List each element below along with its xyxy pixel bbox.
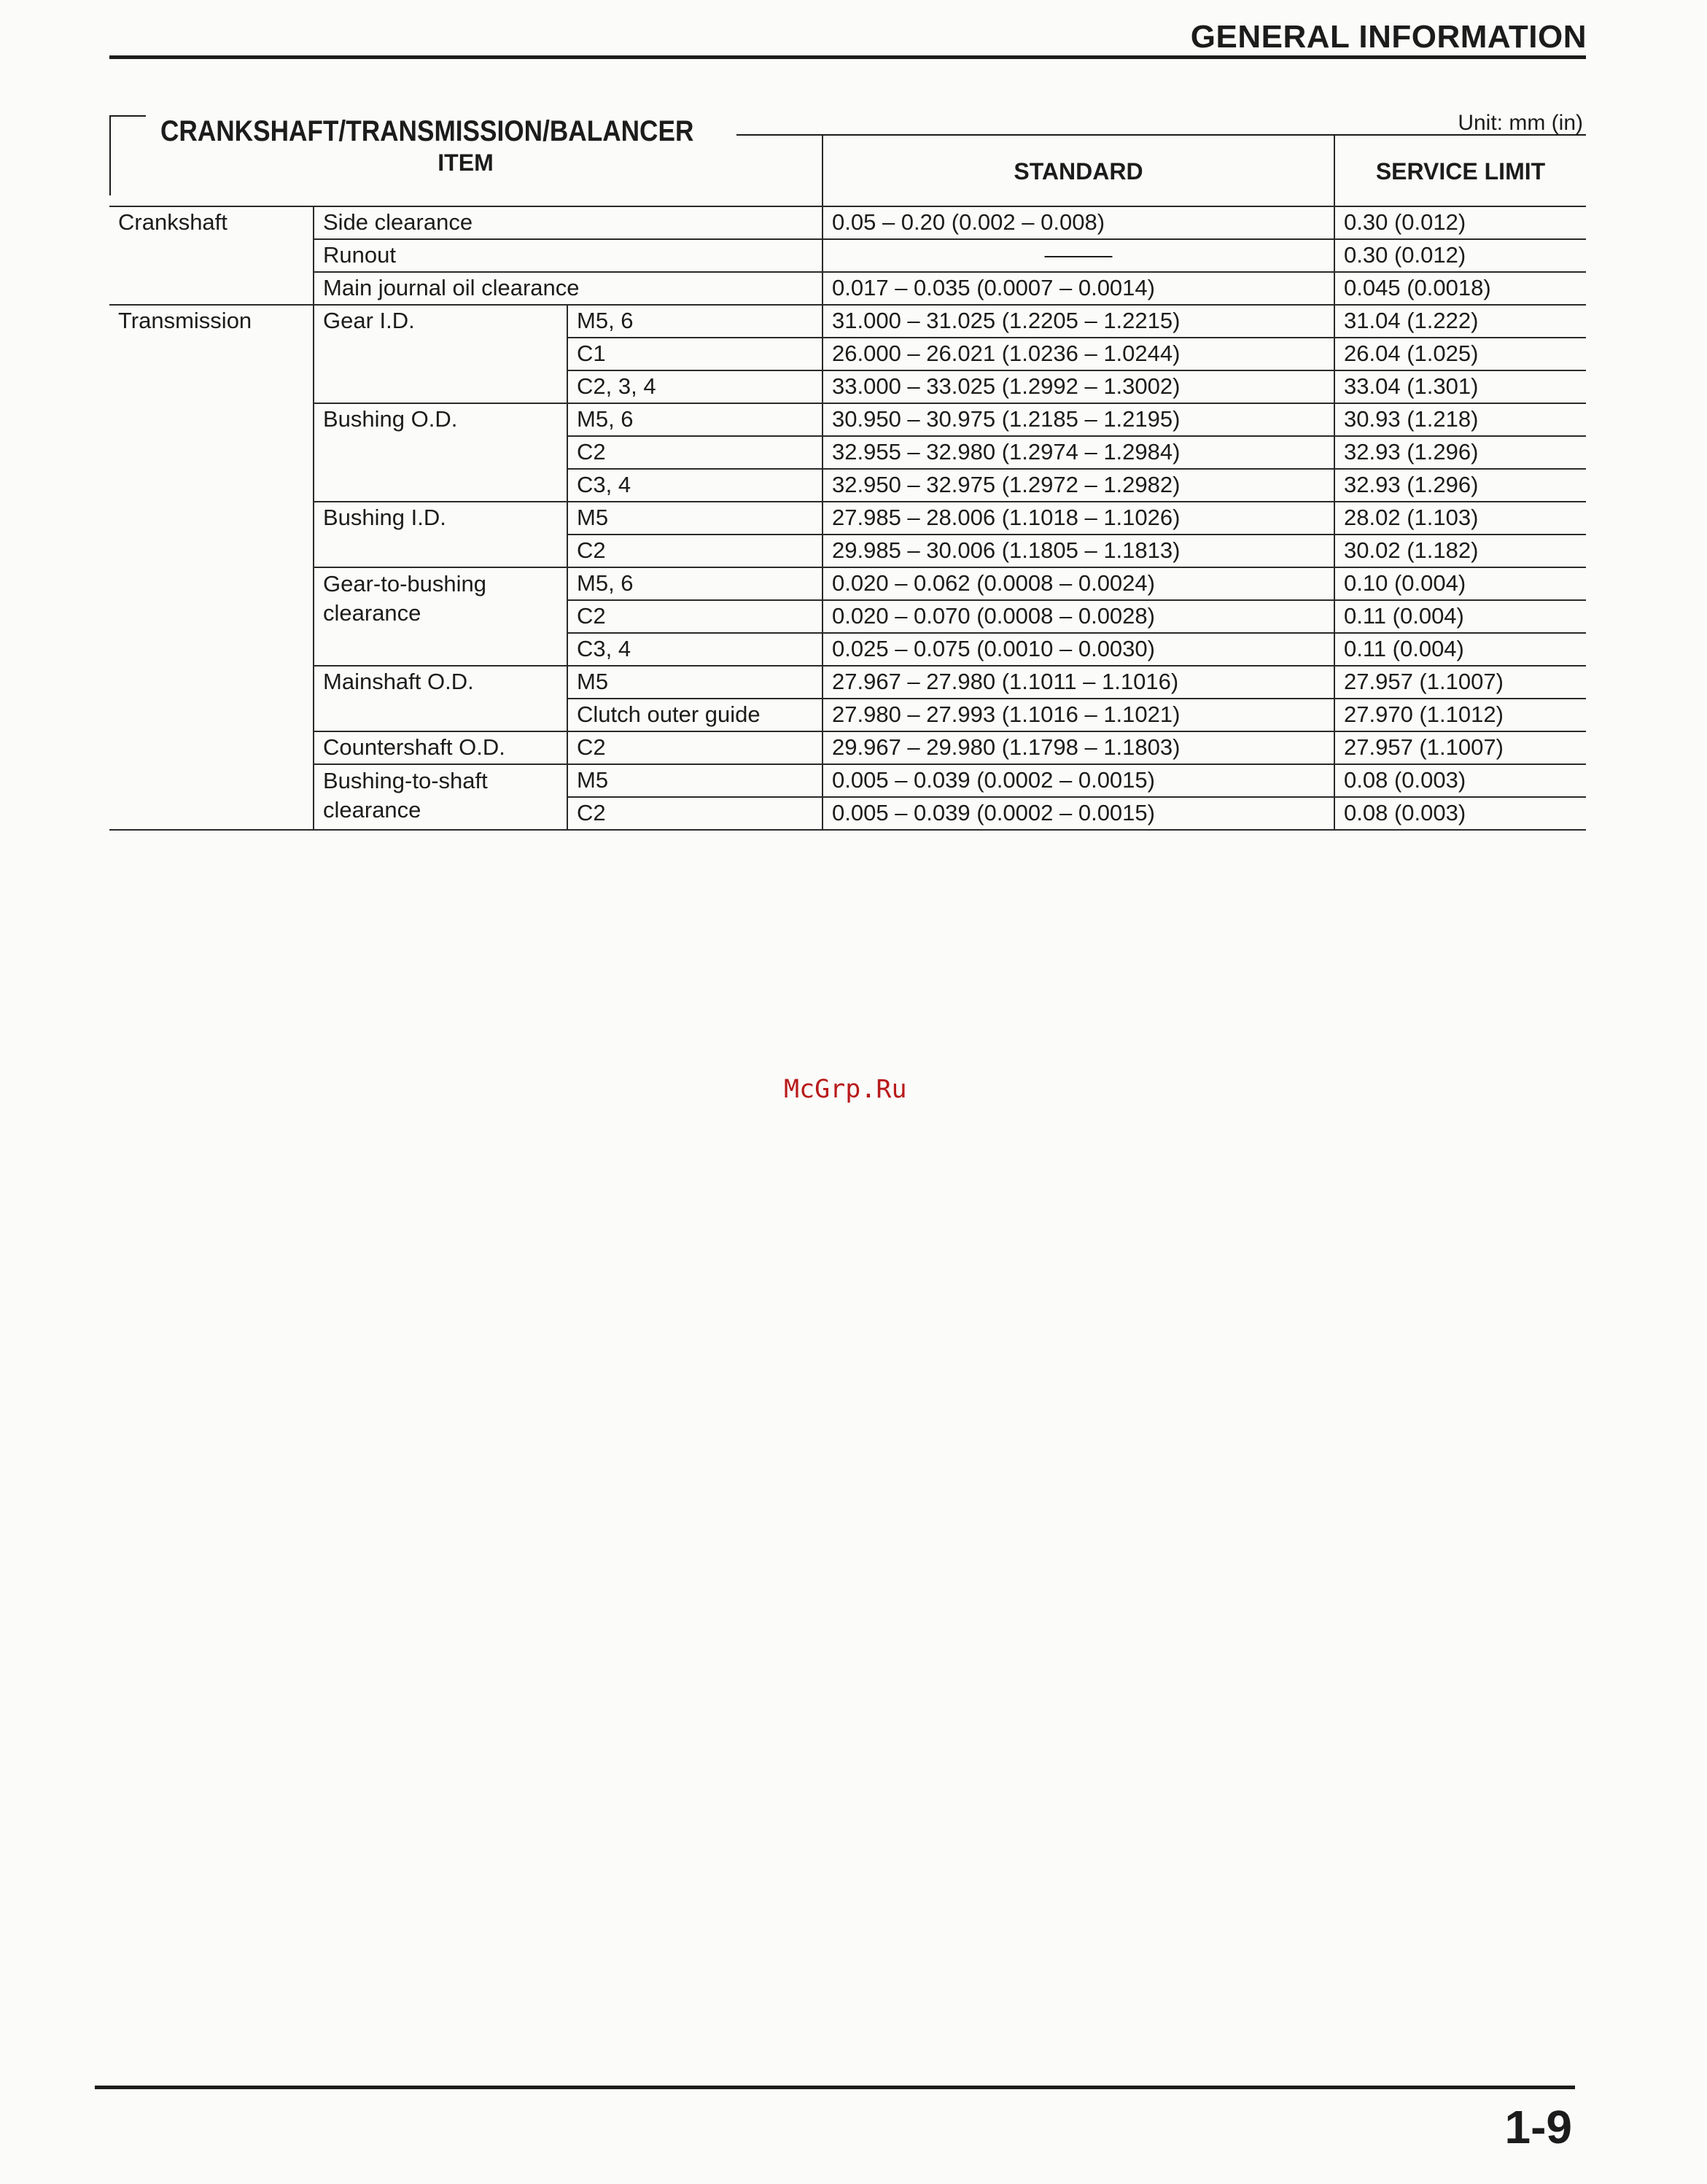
table-row [109, 731, 1586, 764]
table-row [109, 567, 1586, 600]
sub-item: C1 [567, 338, 823, 370]
standard-value: 31.000 – 31.025 (1.2205 – 1.2215) [823, 305, 1334, 338]
page-number: 1-9 [1504, 2101, 1572, 2153]
section-title: GENERAL INFORMATION [1190, 19, 1587, 55]
sub-item: C2 [567, 731, 823, 764]
sub-item: M5, 6 [567, 403, 823, 436]
limit-value: 0.11 (0.004) [1334, 633, 1586, 666]
table-row [109, 666, 1586, 699]
item-label: Countershaft O.D. [314, 731, 567, 764]
item-label: Gear I.D. [314, 305, 567, 403]
standard-value: ——— [823, 239, 1334, 272]
unit-label: Unit: mm (in) [1458, 111, 1583, 135]
limit-value: 31.04 (1.222) [1334, 305, 1586, 338]
limit-value: 0.30 (0.012) [1334, 206, 1586, 239]
standard-value: 0.025 – 0.075 (0.0010 – 0.0030) [823, 633, 1334, 666]
table-row [109, 206, 1586, 239]
standard-value: 26.000 – 26.021 (1.0236 – 1.0244) [823, 338, 1334, 370]
spec-table [109, 136, 1586, 831]
table-row [109, 305, 1586, 338]
limit-value: 0.30 (0.012) [1334, 239, 1586, 272]
limit-value: 32.93 (1.296) [1334, 469, 1586, 502]
table-header-row [109, 136, 1586, 206]
limit-value: 0.045 (0.0018) [1334, 272, 1586, 305]
limit-value: 33.04 (1.301) [1334, 370, 1586, 403]
item-label: Bushing O.D. [314, 403, 567, 502]
item-header: ITEM [109, 136, 823, 206]
limit-value: 26.04 (1.025) [1334, 338, 1586, 370]
table-row [109, 502, 1586, 535]
sub-item: C2 [567, 797, 823, 830]
watermark-text: McGrp.Ru [784, 1075, 907, 1104]
table-frame-corner-top [109, 115, 146, 117]
item-label: Main journal oil clearance [314, 272, 823, 305]
standard-value: 0.017 – 0.035 (0.0007 – 0.0014) [823, 272, 1334, 305]
limit-value: 32.93 (1.296) [1334, 436, 1586, 469]
sub-item: M5 [567, 666, 823, 699]
item-label: Bushing-to-shaft clearance [314, 764, 567, 830]
limit-value: 0.08 (0.003) [1334, 797, 1586, 830]
standard-value: 27.980 – 27.993 (1.1016 – 1.1021) [823, 699, 1334, 731]
limit-value: 0.10 (0.004) [1334, 567, 1586, 600]
service-limit-header: SERVICE LIMIT [1334, 136, 1586, 206]
standard-value: 0.005 – 0.039 (0.0002 – 0.0015) [823, 797, 1334, 830]
standard-value: 0.020 – 0.070 (0.0008 – 0.0028) [823, 600, 1334, 633]
standard-value: 32.955 – 32.980 (1.2974 – 1.2984) [823, 436, 1334, 469]
limit-value: 30.02 (1.182) [1334, 535, 1586, 567]
sub-item: M5, 6 [567, 567, 823, 600]
item-label: Runout [314, 239, 823, 272]
sub-item: C3, 4 [567, 633, 823, 666]
limit-value: 0.11 (0.004) [1334, 600, 1586, 633]
item-label: Side clearance [314, 206, 823, 239]
sub-item: C2, 3, 4 [567, 370, 823, 403]
sub-item: Clutch outer guide [567, 699, 823, 731]
limit-value: 27.957 (1.1007) [1334, 731, 1586, 764]
sub-item: C2 [567, 436, 823, 469]
item-label: Bushing I.D. [314, 502, 567, 567]
sub-item: M5, 6 [567, 305, 823, 338]
limit-value: 27.957 (1.1007) [1334, 666, 1586, 699]
footer-rule [95, 2086, 1575, 2089]
standard-header: STANDARD [823, 136, 1334, 206]
sub-item: C3, 4 [567, 469, 823, 502]
limit-value: 27.970 (1.1012) [1334, 699, 1586, 731]
table-row [109, 272, 1586, 305]
sub-item: C2 [567, 600, 823, 633]
limit-value: 28.02 (1.103) [1334, 502, 1586, 535]
table-row [109, 239, 1586, 272]
limit-value: 0.08 (0.003) [1334, 764, 1586, 797]
item-label: Gear-to-bushing clearance [314, 567, 567, 666]
standard-value: 0.05 – 0.20 (0.002 – 0.008) [823, 206, 1334, 239]
standard-value: 0.005 – 0.039 (0.0002 – 0.0015) [823, 764, 1334, 797]
standard-value: 29.985 – 30.006 (1.1805 – 1.1813) [823, 535, 1334, 567]
sub-item: C2 [567, 535, 823, 567]
standard-value: 0.020 – 0.062 (0.0008 – 0.0024) [823, 567, 1334, 600]
standard-value: 27.985 – 28.006 (1.1018 – 1.1026) [823, 502, 1334, 535]
group-crankshaft: Crankshaft [109, 206, 314, 305]
group-transmission: Transmission [109, 305, 314, 830]
table-title: CRANKSHAFT/TRANSMISSION/BALANCER [160, 115, 703, 148]
table-row [109, 403, 1586, 436]
header-rule [109, 55, 1586, 59]
item-label: Mainshaft O.D. [314, 666, 567, 731]
table-row [109, 764, 1586, 797]
standard-value: 27.967 – 27.980 (1.1011 – 1.1016) [823, 666, 1334, 699]
standard-value: 32.950 – 32.975 (1.2972 – 1.2982) [823, 469, 1334, 502]
sub-item: M5 [567, 764, 823, 797]
standard-value: 30.950 – 30.975 (1.2185 – 1.2195) [823, 403, 1334, 436]
standard-value: 29.967 – 29.980 (1.1798 – 1.1803) [823, 731, 1334, 764]
standard-value: 33.000 – 33.025 (1.2992 – 1.3002) [823, 370, 1334, 403]
sub-item: M5 [567, 502, 823, 535]
limit-value: 30.93 (1.218) [1334, 403, 1586, 436]
